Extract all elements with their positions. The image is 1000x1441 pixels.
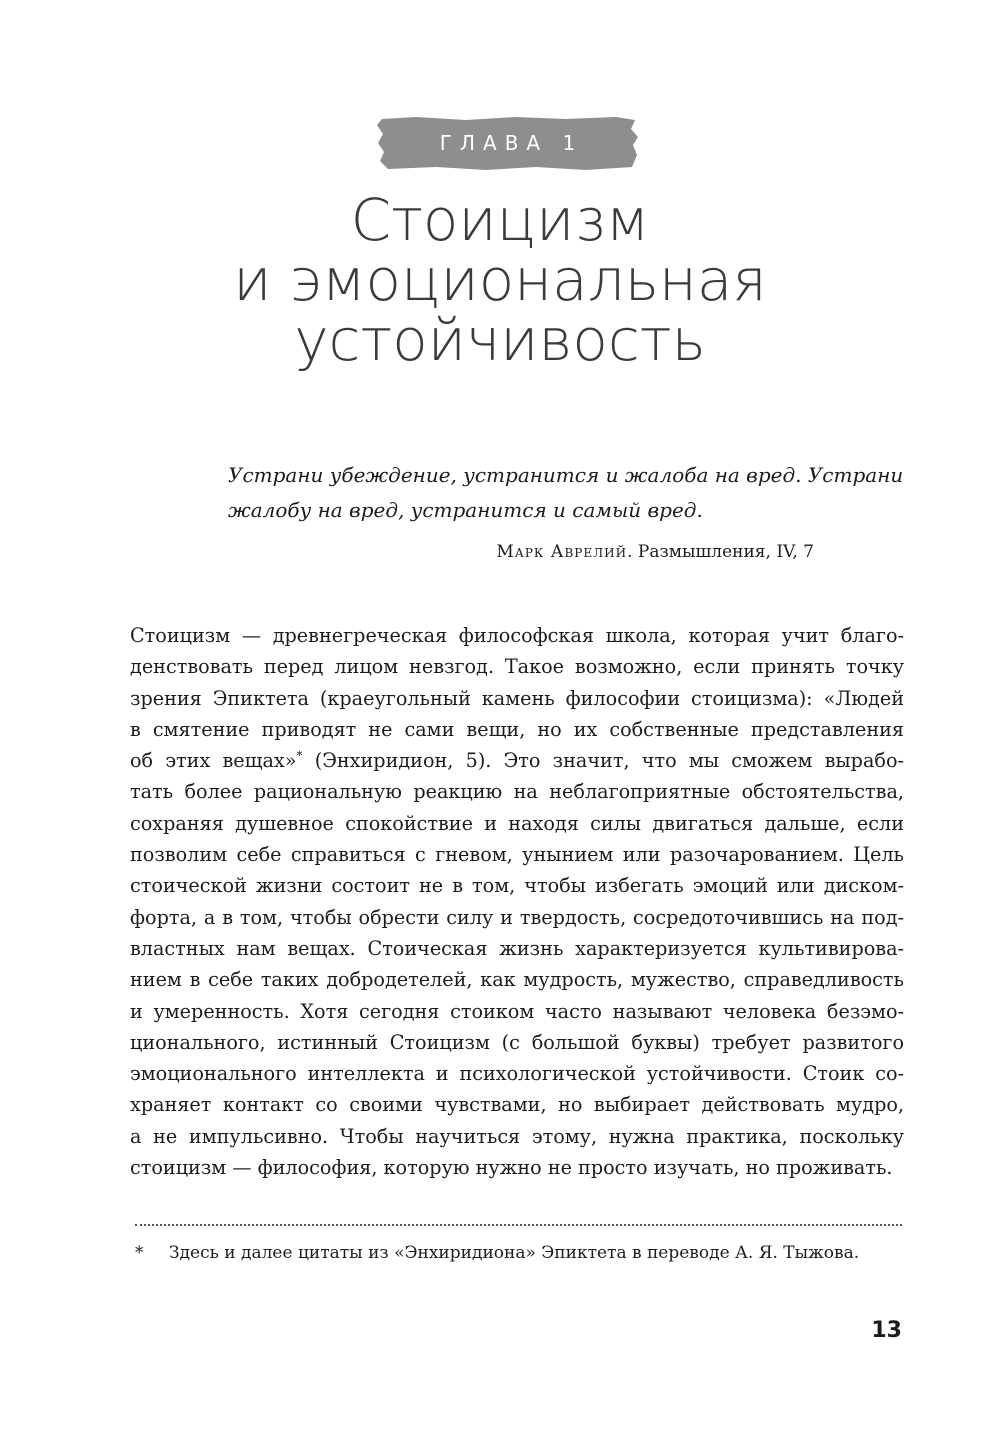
body-line-part: (Энхиридион, 5). Это значит, что мы сможем вырабо- (314, 749, 904, 773)
body-paragraph (130, 620, 904, 1183)
footnote (135, 1239, 915, 1267)
body-line: ционального, истинный Стоицизм (с большой буквы) требует развитого (130, 1030, 904, 1054)
epigraph-line: Устрани убеждение, устранится и жалоба на вред. Устрани (228, 463, 904, 487)
chapter-badge (376, 115, 639, 171)
body-line: а не импульсивно. Чтобы научиться этому, нужна практика, поскольку (130, 1124, 904, 1148)
epigraph-author: Марк Аврелий (496, 542, 628, 562)
epigraph-attribution (228, 542, 828, 562)
body-line-part: об этих вещах» (130, 749, 297, 773)
title-line: Стоицизм (350, 186, 650, 254)
body-line: тать более рациональную реакцию на неблагоприятные обстоятельства, (130, 780, 904, 804)
body-line: стоической жизни состоит не в том, чтобы избегать эмоций или диском- (130, 874, 904, 898)
footnote-ref[interactable]: * (296, 748, 303, 763)
title-line: и эмоциональная (233, 246, 767, 314)
epigraph (228, 458, 904, 562)
body-line: денствовать перед лицом невзгод. Такое возможно, если принять точку (130, 655, 904, 679)
epigraph-line: жалобу на вред, устранится и самый вред. (228, 498, 703, 522)
chapter-label: ГЛАВА 1 (439, 131, 584, 155)
epigraph-quote (228, 458, 904, 528)
body-line: позволим себе справиться с гневом, унынием или разочарованием. Цель (130, 843, 904, 867)
body-line: нием в себе таких добродетелей, как мудрость, мужество, справедливость (130, 968, 904, 992)
chapter-title (0, 186, 1000, 374)
footnote-marker: * (135, 1243, 144, 1263)
body-line: властных нам вещах. Стоическая жизнь характеризуется культивирова- (130, 936, 904, 960)
title-line: устойчивость (294, 306, 706, 374)
body-line: в смятение приводят не сами вещи, но их собственные представления (130, 717, 904, 741)
body-line: зрения Эпиктета (краеугольный камень философии стоицизма): «Людей (130, 686, 904, 710)
body-line: сохраняя душевное спокойствие и находя силы двигаться дальше, если (130, 811, 904, 835)
body-line: храняет контакт со своими чувствами, но выбирает действовать мудро, (130, 1093, 904, 1117)
body-line: форта, а в том, чтобы обрести силу и твердость, сосредоточившись на под- (130, 905, 904, 929)
body-line-with-footnote (130, 745, 904, 776)
body-line: эмоционального интеллекта и психологической устойчивости. Стоик со- (130, 1062, 904, 1086)
body-line: Стоицизм — древнегреческая философская школа, которая учит благо- (130, 624, 904, 647)
page-number: 13 (871, 1318, 902, 1343)
epigraph-source: . Размышления, IV, 7 (627, 542, 814, 562)
footnote-divider (135, 1224, 902, 1226)
footnote-text: Здесь и далее цитаты из «Энхиридиона» Эпиктета в переводе А. Я. Тыжова. (169, 1243, 860, 1263)
body-line: и умеренность. Хотя сегодня стоиком часто называют человека безэмо- (130, 999, 904, 1023)
body-line: стоицизм — философия, которую нужно не просто изучать, но проживать. (130, 1156, 893, 1180)
